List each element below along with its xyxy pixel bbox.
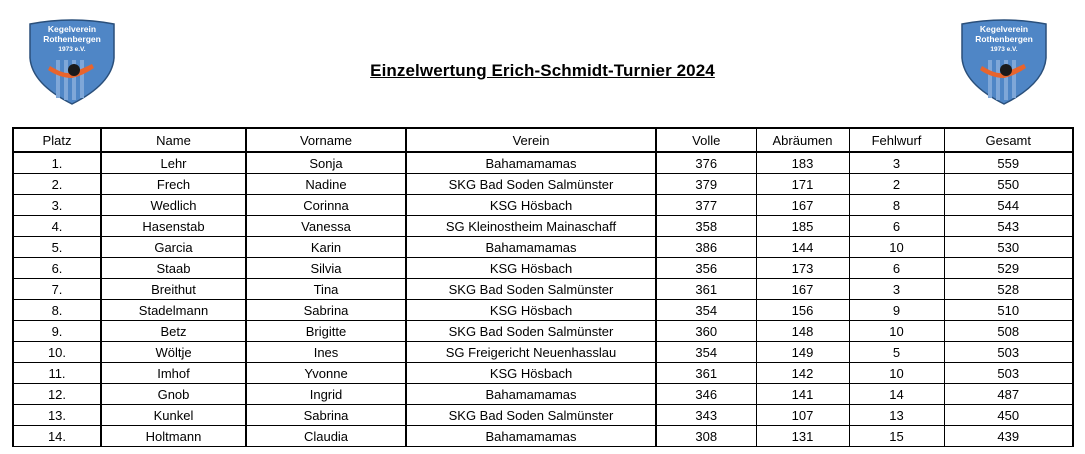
table-row <box>13 174 1073 195</box>
cell-volle: 376 <box>656 152 756 174</box>
table-row <box>13 279 1073 300</box>
cell-volle: 361 <box>656 363 756 384</box>
cell-platz: 7. <box>13 279 101 300</box>
cell-name: Holtmann <box>101 426 246 447</box>
cell-vorname: Brigitte <box>246 321 406 342</box>
cell-gesamt: 543 <box>944 216 1073 237</box>
header-verein: Verein <box>406 128 656 152</box>
cell-name: Kunkel <box>101 405 246 426</box>
cell-gesamt: 529 <box>944 258 1073 279</box>
table-row <box>13 152 1073 174</box>
cell-vorname: Claudia <box>246 426 406 447</box>
cell-verein: SKG Bad Soden Salmünster <box>406 321 656 342</box>
cell-fehlwurf: 9 <box>849 300 944 321</box>
cell-vorname: Yvonne <box>246 363 406 384</box>
cell-platz: 3. <box>13 195 101 216</box>
cell-gesamt: 510 <box>944 300 1073 321</box>
cell-gesamt: 439 <box>944 426 1073 447</box>
cell-gesamt: 559 <box>944 152 1073 174</box>
header-abraeumen: Abräumen <box>756 128 849 152</box>
cell-verein: SKG Bad Soden Salmünster <box>406 279 656 300</box>
cell-volle: 356 <box>656 258 756 279</box>
cell-abraeumen: 107 <box>756 405 849 426</box>
header-name: Name <box>101 128 246 152</box>
cell-platz: 6. <box>13 258 101 279</box>
cell-volle: 361 <box>656 279 756 300</box>
cell-platz: 13. <box>13 405 101 426</box>
table-header-row <box>13 128 1073 152</box>
cell-platz: 8. <box>13 300 101 321</box>
cell-volle: 354 <box>656 342 756 363</box>
table-row <box>13 405 1073 426</box>
cell-volle: 346 <box>656 384 756 405</box>
cell-fehlwurf: 15 <box>849 426 944 447</box>
cell-vorname: Sonja <box>246 152 406 174</box>
cell-volle: 358 <box>656 216 756 237</box>
cell-gesamt: 503 <box>944 363 1073 384</box>
cell-vorname: Nadine <box>246 174 406 195</box>
cell-fehlwurf: 14 <box>849 384 944 405</box>
cell-gesamt: 508 <box>944 321 1073 342</box>
cell-fehlwurf: 8 <box>849 195 944 216</box>
header-vorname: Vorname <box>246 128 406 152</box>
cell-fehlwurf: 10 <box>849 237 944 258</box>
cell-gesamt: 450 <box>944 405 1073 426</box>
cell-platz: 10. <box>13 342 101 363</box>
cell-vorname: Tina <box>246 279 406 300</box>
cell-verein: KSG Hösbach <box>406 300 656 321</box>
cell-vorname: Karin <box>246 237 406 258</box>
table-row <box>13 216 1073 237</box>
cell-gesamt: 503 <box>944 342 1073 363</box>
cell-name: Gnob <box>101 384 246 405</box>
logo-line3: 1973 e.V. <box>990 46 1018 53</box>
table-row <box>13 363 1073 384</box>
cell-verein: Bahamamamas <box>406 384 656 405</box>
cell-platz: 14. <box>13 426 101 447</box>
cell-fehlwurf: 3 <box>849 279 944 300</box>
table-row <box>13 426 1073 447</box>
cell-fehlwurf: 6 <box>849 216 944 237</box>
cell-abraeumen: 142 <box>756 363 849 384</box>
cell-verein: SG Kleinostheim Mainaschaff <box>406 216 656 237</box>
cell-abraeumen: 171 <box>756 174 849 195</box>
cell-volle: 308 <box>656 426 756 447</box>
cell-name: Frech <box>101 174 246 195</box>
cell-name: Lehr <box>101 152 246 174</box>
logo-line2: Rothenbergen <box>43 34 101 44</box>
cell-abraeumen: 144 <box>756 237 849 258</box>
cell-verein: KSG Hösbach <box>406 195 656 216</box>
cell-name: Betz <box>101 321 246 342</box>
results-table <box>12 127 1074 447</box>
cell-verein: Bahamamamas <box>406 152 656 174</box>
cell-name: Garcia <box>101 237 246 258</box>
cell-fehlwurf: 10 <box>849 363 944 384</box>
cell-verein: Bahamamamas <box>406 426 656 447</box>
cell-abraeumen: 173 <box>756 258 849 279</box>
header-volle: Volle <box>656 128 756 152</box>
cell-platz: 1. <box>13 152 101 174</box>
cell-platz: 5. <box>13 237 101 258</box>
cell-verein: KSG Hösbach <box>406 258 656 279</box>
cell-name: Wedlich <box>101 195 246 216</box>
table-row <box>13 321 1073 342</box>
page-title: Einzelwertung Erich-Schmidt-Turnier 2024 <box>370 61 715 80</box>
cell-fehlwurf: 13 <box>849 405 944 426</box>
table-row <box>13 237 1073 258</box>
table-row <box>13 258 1073 279</box>
cell-gesamt: 530 <box>944 237 1073 258</box>
cell-gesamt: 487 <box>944 384 1073 405</box>
cell-gesamt: 544 <box>944 195 1073 216</box>
table-row <box>13 195 1073 216</box>
cell-platz: 12. <box>13 384 101 405</box>
cell-volle: 386 <box>656 237 756 258</box>
cell-name: Staab <box>101 258 246 279</box>
cell-volle: 354 <box>656 300 756 321</box>
cell-name: Imhof <box>101 363 246 384</box>
cell-abraeumen: 167 <box>756 195 849 216</box>
cell-vorname: Corinna <box>246 195 406 216</box>
cell-abraeumen: 185 <box>756 216 849 237</box>
cell-gesamt: 528 <box>944 279 1073 300</box>
cell-fehlwurf: 6 <box>849 258 944 279</box>
header-fehlwurf: Fehlwurf <box>849 128 944 152</box>
cell-abraeumen: 131 <box>756 426 849 447</box>
cell-verein: SG Freigericht Neuenhasslau <box>406 342 656 363</box>
cell-name: Hasenstab <box>101 216 246 237</box>
logo-line2: Rothenbergen <box>975 34 1033 44</box>
header-platz: Platz <box>13 128 101 152</box>
cell-abraeumen: 148 <box>756 321 849 342</box>
cell-gesamt: 550 <box>944 174 1073 195</box>
logo-line1: Kegelverein <box>47 24 97 34</box>
cell-verein: KSG Hösbach <box>406 363 656 384</box>
cell-vorname: Sabrina <box>246 405 406 426</box>
cell-name: Stadelmann <box>101 300 246 321</box>
cell-platz: 2. <box>13 174 101 195</box>
cell-vorname: Vanessa <box>246 216 406 237</box>
cell-platz: 9. <box>13 321 101 342</box>
cell-abraeumen: 183 <box>756 152 849 174</box>
cell-abraeumen: 141 <box>756 384 849 405</box>
cell-abraeumen: 156 <box>756 300 849 321</box>
cell-fehlwurf: 5 <box>849 342 944 363</box>
cell-platz: 4. <box>13 216 101 237</box>
cell-fehlwurf: 10 <box>849 321 944 342</box>
table-row <box>13 342 1073 363</box>
cell-verein: SKG Bad Soden Salmünster <box>406 405 656 426</box>
cell-volle: 379 <box>656 174 756 195</box>
cell-volle: 343 <box>656 405 756 426</box>
logo-line3: 1973 e.V. <box>58 46 86 53</box>
table-row <box>13 300 1073 321</box>
cell-fehlwurf: 3 <box>849 152 944 174</box>
cell-vorname: Sabrina <box>246 300 406 321</box>
cell-verein: SKG Bad Soden Salmünster <box>406 174 656 195</box>
header-gesamt: Gesamt <box>944 128 1073 152</box>
cell-vorname: Silvia <box>246 258 406 279</box>
cell-fehlwurf: 2 <box>849 174 944 195</box>
cell-volle: 377 <box>656 195 756 216</box>
cell-vorname: Ingrid <box>246 384 406 405</box>
cell-name: Breithut <box>101 279 246 300</box>
table-row <box>13 384 1073 405</box>
logo-line1: Kegelverein <box>979 24 1029 34</box>
cell-abraeumen: 167 <box>756 279 849 300</box>
cell-vorname: Ines <box>246 342 406 363</box>
cell-platz: 11. <box>13 363 101 384</box>
cell-verein: Bahamamamas <box>406 237 656 258</box>
cell-abraeumen: 149 <box>756 342 849 363</box>
cell-volle: 360 <box>656 321 756 342</box>
cell-name: Wöltje <box>101 342 246 363</box>
